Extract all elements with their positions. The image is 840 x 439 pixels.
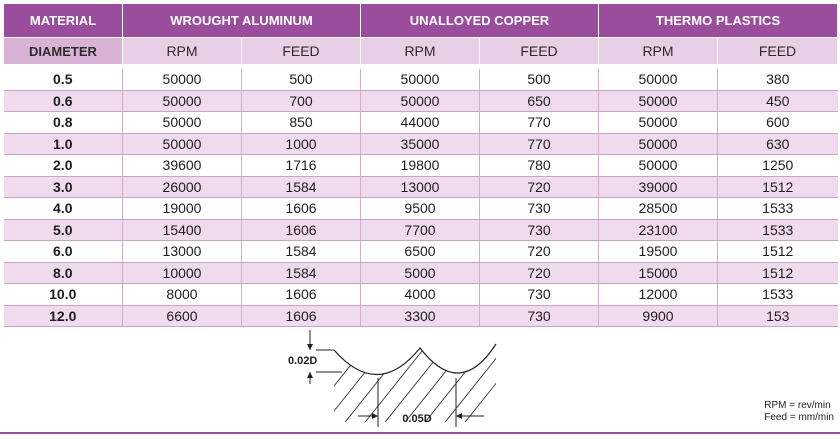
diameter-cell: 2.0	[4, 155, 123, 177]
aluminum-feed-cell: 1606	[242, 284, 361, 306]
unit-legend	[764, 400, 834, 424]
aluminum-feed-cell: 500	[242, 69, 361, 90]
aluminum-rpm-cell: 10000	[123, 262, 242, 284]
copper-feed-cell: 720	[480, 176, 599, 198]
diameter-cell: 8.0	[4, 262, 123, 284]
diameter-cell: 0.8	[4, 112, 123, 134]
table-header-row	[4, 4, 838, 38]
aluminum-rpm-cell: 50000	[123, 133, 242, 155]
copper-rpm-cell: 3300	[361, 305, 480, 327]
depth-arrowhead-top	[307, 344, 313, 350]
plastics-feed-cell: 1533	[718, 284, 838, 306]
cutting-data-table	[3, 3, 838, 327]
copper-rpm-cell: 4000	[361, 284, 480, 306]
plastics-feed-cell: 1512	[718, 241, 838, 263]
plastics-rpm-cell: 50000	[599, 90, 718, 112]
diameter-cell: 0.5	[4, 69, 123, 90]
copper-feed-cell: 650	[480, 90, 599, 112]
plastics-rpm-cell: 28500	[599, 198, 718, 220]
rpm-header: RPM	[123, 38, 242, 65]
feed-unit-note: Feed = mm/min	[764, 412, 834, 423]
copper-rpm-cell: 35000	[361, 133, 480, 155]
material-header: MATERIAL	[4, 4, 123, 38]
wrought-aluminum-header: WROUGHT ALUMINUM	[123, 4, 361, 38]
copper-feed-cell: 730	[480, 219, 599, 241]
aluminum-rpm-cell: 13000	[123, 241, 242, 263]
step-arrowhead-right	[456, 413, 462, 419]
plastics-feed-cell: 1250	[718, 155, 838, 177]
copper-rpm-cell: 5000	[361, 262, 480, 284]
step-label: 0.05D	[402, 413, 432, 425]
aluminum-rpm-cell: 50000	[123, 90, 242, 112]
bottom-divider	[0, 432, 840, 434]
copper-rpm-cell: 50000	[361, 69, 480, 90]
plastics-rpm-cell: 9900	[599, 305, 718, 327]
plastics-feed-cell: 1533	[718, 198, 838, 220]
aluminum-rpm-cell: 39600	[123, 155, 242, 177]
diameter-cell: 4.0	[4, 198, 123, 220]
plastics-rpm-cell: 50000	[599, 112, 718, 134]
diameter-cell: 10.0	[4, 284, 123, 306]
copper-rpm-cell: 6500	[361, 241, 480, 263]
copper-rpm-cell: 7700	[361, 219, 480, 241]
depth-label: 0.02D	[288, 355, 318, 367]
aluminum-rpm-cell: 6600	[123, 305, 242, 327]
feed-header: FEED	[480, 38, 599, 65]
aluminum-feed-cell: 1606	[242, 305, 361, 327]
unalloyed-copper-header: UNALLOYED COPPER	[361, 4, 599, 38]
diameter-cell: 6.0	[4, 241, 123, 263]
diameter-header: DIAMETER	[4, 38, 123, 65]
rpm-unit-note: RPM = rev/min	[764, 400, 831, 411]
plastics-feed-cell: 1533	[718, 219, 838, 241]
aluminum-feed-cell: 1606	[242, 198, 361, 220]
plastics-feed-cell: 153	[718, 305, 838, 327]
depth-arrowhead-bottom	[307, 372, 313, 378]
feed-header: FEED	[718, 38, 838, 65]
table-row	[4, 155, 838, 177]
plastics-rpm-cell: 50000	[599, 133, 718, 155]
step-arrowhead-left	[372, 413, 378, 419]
thermo-plastics-header: THERMO PLASTICS	[599, 4, 838, 38]
diameter-cell: 5.0	[4, 219, 123, 241]
plastics-feed-cell: 450	[718, 90, 838, 112]
diameter-cell: 1.0	[4, 133, 123, 155]
aluminum-feed-cell: 1606	[242, 219, 361, 241]
table-row	[4, 241, 838, 263]
table-row	[4, 262, 838, 284]
copper-feed-cell: 720	[480, 241, 599, 263]
aluminum-feed-cell: 1000	[242, 133, 361, 155]
copper-feed-cell: 730	[480, 284, 599, 306]
copper-feed-cell: 770	[480, 112, 599, 134]
table-row	[4, 112, 838, 134]
copper-feed-cell: 720	[480, 262, 599, 284]
table-row	[4, 284, 838, 306]
copper-feed-cell: 730	[480, 305, 599, 327]
copper-rpm-cell: 19800	[361, 155, 480, 177]
copper-feed-cell: 500	[480, 69, 599, 90]
plastics-feed-cell: 630	[718, 133, 838, 155]
copper-rpm-cell: 44000	[361, 112, 480, 134]
table-row	[4, 69, 838, 90]
aluminum-rpm-cell: 19000	[123, 198, 242, 220]
copper-feed-cell: 730	[480, 198, 599, 220]
copper-rpm-cell: 13000	[361, 176, 480, 198]
aluminum-feed-cell: 700	[242, 90, 361, 112]
table-row	[4, 176, 838, 198]
copper-feed-cell: 780	[480, 155, 599, 177]
copper-feed-cell: 770	[480, 133, 599, 155]
plastics-feed-cell: 600	[718, 112, 838, 134]
aluminum-rpm-cell: 26000	[123, 176, 242, 198]
table-row	[4, 198, 838, 220]
plastics-feed-cell: 1512	[718, 176, 838, 198]
rpm-header: RPM	[361, 38, 480, 65]
aluminum-feed-cell: 850	[242, 112, 361, 134]
table-row	[4, 305, 838, 327]
aluminum-rpm-cell: 8000	[123, 284, 242, 306]
plastics-rpm-cell: 12000	[599, 284, 718, 306]
plastics-rpm-cell: 15000	[599, 262, 718, 284]
aluminum-rpm-cell: 50000	[123, 69, 242, 90]
plastics-rpm-cell: 19500	[599, 241, 718, 263]
table-body	[4, 69, 838, 327]
cutting-depth-diagram	[282, 326, 502, 430]
diameter-cell: 12.0	[4, 305, 123, 327]
table-row	[4, 90, 838, 112]
plastics-rpm-cell: 50000	[599, 69, 718, 90]
copper-rpm-cell: 9500	[361, 198, 480, 220]
diameter-cell: 3.0	[4, 176, 123, 198]
rpm-header: RPM	[599, 38, 718, 65]
plastics-feed-cell: 380	[718, 69, 838, 90]
table-row	[4, 219, 838, 241]
feed-header: FEED	[242, 38, 361, 65]
plastics-rpm-cell: 23100	[599, 219, 718, 241]
aluminum-rpm-cell: 50000	[123, 112, 242, 134]
table-subheader-row	[4, 38, 838, 65]
plastics-rpm-cell: 39000	[599, 176, 718, 198]
copper-rpm-cell: 50000	[361, 90, 480, 112]
aluminum-rpm-cell: 15400	[123, 219, 242, 241]
plastics-rpm-cell: 50000	[599, 155, 718, 177]
aluminum-feed-cell: 1716	[242, 155, 361, 177]
plastics-feed-cell: 1512	[718, 262, 838, 284]
diameter-cell: 0.6	[4, 90, 123, 112]
aluminum-feed-cell: 1584	[242, 262, 361, 284]
aluminum-feed-cell: 1584	[242, 241, 361, 263]
table-row	[4, 133, 838, 155]
aluminum-feed-cell: 1584	[242, 176, 361, 198]
